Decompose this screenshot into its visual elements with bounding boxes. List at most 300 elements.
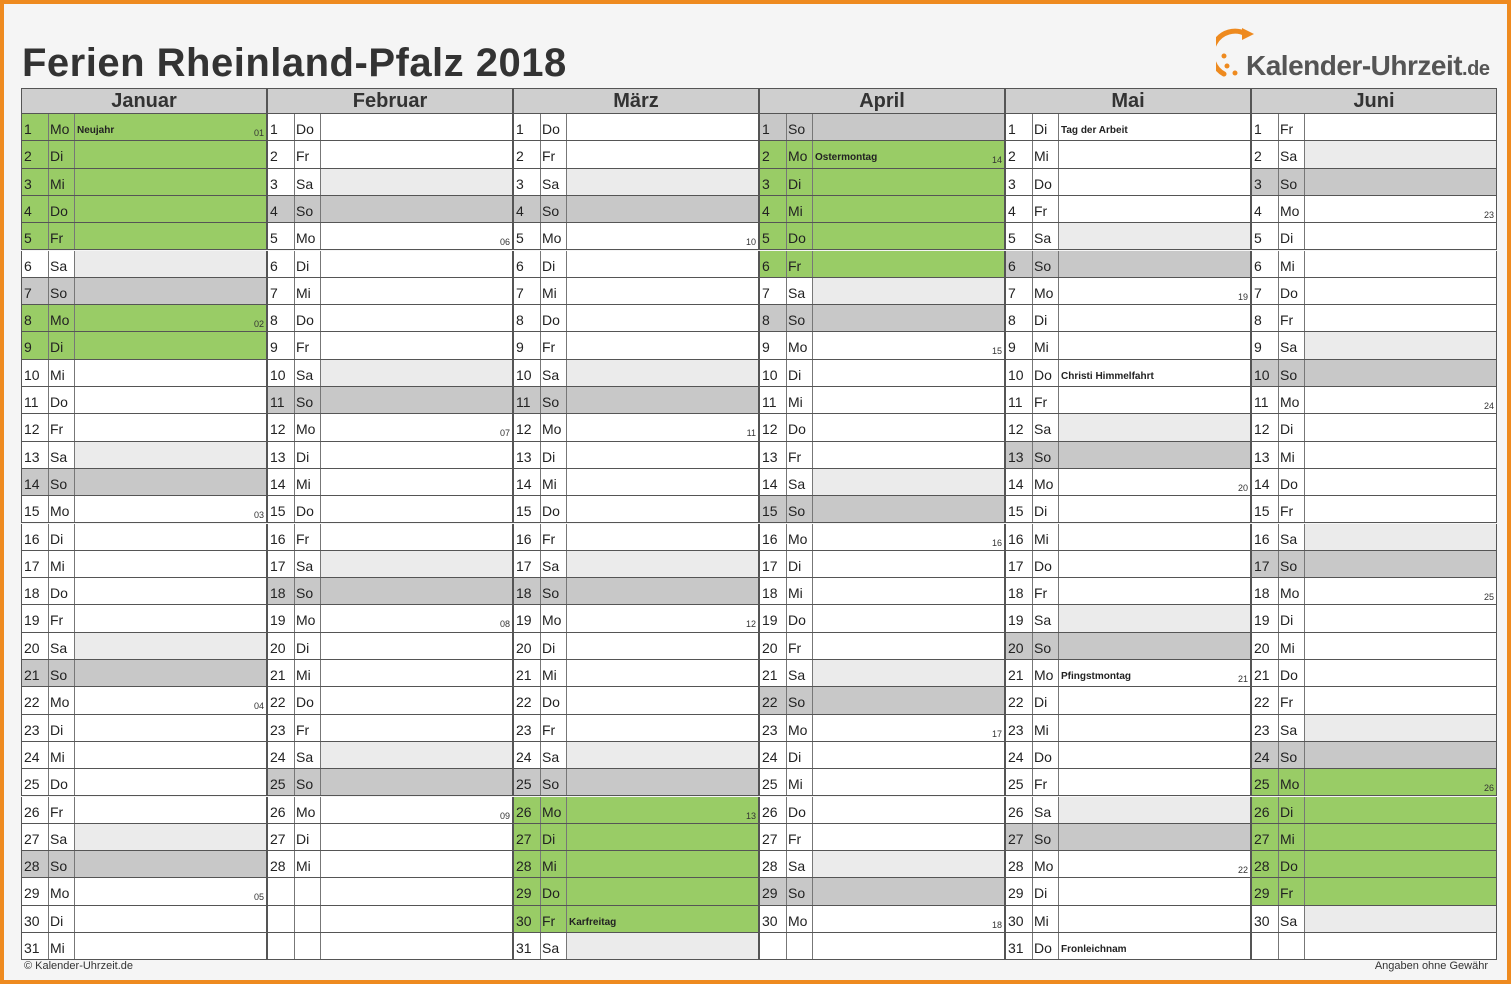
day-fill bbox=[321, 496, 512, 522]
column-divider bbox=[320, 906, 321, 932]
day-number: 30 bbox=[516, 912, 532, 929]
day-fill bbox=[321, 169, 512, 195]
day-fill bbox=[75, 551, 266, 577]
day-fill bbox=[75, 933, 266, 959]
day-number: 10 bbox=[762, 366, 778, 383]
week-number: 25 bbox=[1483, 592, 1494, 603]
day-row bbox=[759, 196, 1005, 223]
day-number: 19 bbox=[516, 612, 532, 629]
day-fill bbox=[321, 551, 512, 577]
day-fill bbox=[1305, 824, 1496, 850]
day-fill bbox=[1059, 305, 1250, 331]
day-row bbox=[1251, 251, 1497, 278]
column-divider bbox=[786, 332, 787, 358]
day-fill bbox=[1059, 278, 1250, 304]
column-divider bbox=[1278, 878, 1279, 904]
day-number: 13 bbox=[1008, 448, 1024, 465]
day-number: 7 bbox=[1254, 284, 1262, 301]
day-row bbox=[1251, 141, 1497, 168]
day-number: 25 bbox=[24, 776, 40, 793]
day-number: 25 bbox=[516, 776, 532, 793]
day-row bbox=[267, 524, 513, 551]
day-number: 21 bbox=[1008, 667, 1024, 683]
column-divider bbox=[1278, 633, 1279, 659]
day-row bbox=[1251, 305, 1497, 332]
column-divider bbox=[294, 387, 295, 413]
column-divider bbox=[540, 114, 541, 140]
day-row bbox=[21, 196, 267, 223]
day-number: 28 bbox=[270, 858, 286, 875]
day-number: 18 bbox=[762, 585, 778, 602]
day-fill bbox=[1059, 524, 1250, 550]
day-fill bbox=[1305, 442, 1496, 468]
weekday-label: Fr bbox=[788, 257, 802, 274]
day-row bbox=[759, 223, 1005, 250]
column-divider bbox=[48, 524, 49, 550]
column-divider bbox=[1278, 469, 1279, 495]
day-number: 9 bbox=[1008, 339, 1016, 356]
day-number: 18 bbox=[270, 585, 286, 602]
weekday-label: Mo bbox=[1280, 202, 1300, 219]
weekday-label: So bbox=[788, 503, 806, 520]
day-fill bbox=[1059, 169, 1250, 195]
day-number: 9 bbox=[516, 339, 524, 356]
day-fill bbox=[813, 605, 1004, 631]
day-row bbox=[1251, 660, 1497, 687]
column-divider bbox=[540, 551, 541, 577]
day-number: 5 bbox=[1254, 230, 1262, 247]
week-number: 24 bbox=[1483, 401, 1494, 411]
weekday-label: Do bbox=[50, 394, 68, 410]
day-fill bbox=[1305, 878, 1496, 904]
day-row bbox=[21, 387, 267, 414]
day-row bbox=[759, 524, 1005, 551]
column-divider bbox=[48, 906, 49, 932]
day-fill bbox=[75, 169, 266, 195]
weekday-label: Di bbox=[296, 639, 310, 656]
day-row bbox=[1005, 496, 1251, 523]
column-divider bbox=[786, 251, 787, 277]
day-number: 7 bbox=[1008, 284, 1016, 301]
column-divider bbox=[540, 578, 541, 604]
day-fill bbox=[567, 578, 758, 604]
day-row bbox=[267, 414, 513, 441]
day-row bbox=[759, 633, 1005, 660]
column-divider bbox=[1032, 305, 1033, 331]
weekday-label: Sa bbox=[788, 284, 806, 301]
day-row bbox=[21, 114, 267, 141]
day-number: 29 bbox=[24, 885, 40, 902]
column-divider bbox=[540, 332, 541, 358]
day-fill bbox=[321, 578, 512, 604]
day-number: 23 bbox=[762, 721, 778, 738]
weekday-label: Fr bbox=[1034, 394, 1048, 410]
day-number: 31 bbox=[24, 940, 40, 956]
day-row bbox=[267, 824, 513, 851]
day-row bbox=[21, 633, 267, 660]
column-divider bbox=[294, 742, 295, 768]
weekday-label: Sa bbox=[1280, 339, 1298, 356]
weekday-label: Sa bbox=[542, 748, 560, 765]
weekday-label: Mo bbox=[788, 912, 808, 929]
day-number: 12 bbox=[1254, 421, 1270, 438]
day-row bbox=[513, 141, 759, 168]
day-number: 25 bbox=[1254, 776, 1270, 793]
weekday-label: Di bbox=[788, 557, 802, 574]
day-row bbox=[267, 769, 513, 796]
day-number: 26 bbox=[270, 803, 286, 820]
column-divider bbox=[786, 169, 787, 195]
day-fill bbox=[1305, 278, 1496, 304]
day-row bbox=[1251, 715, 1497, 742]
day-number: 6 bbox=[1008, 257, 1016, 274]
column-divider bbox=[786, 633, 787, 659]
day-row bbox=[1005, 114, 1251, 141]
day-row bbox=[21, 906, 267, 933]
day-row bbox=[267, 223, 513, 250]
day-row bbox=[21, 469, 267, 496]
day-number: 27 bbox=[516, 830, 532, 847]
weekday-label: Do bbox=[296, 694, 314, 711]
day-row bbox=[759, 851, 1005, 878]
day-number: 3 bbox=[270, 175, 278, 192]
day-number: 23 bbox=[1254, 721, 1270, 738]
week-number: 26 bbox=[1483, 783, 1494, 794]
day-number: 21 bbox=[1254, 667, 1270, 683]
day-fill bbox=[75, 305, 266, 331]
weekday-label: Do bbox=[1034, 748, 1052, 765]
day-fill bbox=[813, 496, 1004, 522]
column-divider bbox=[1278, 169, 1279, 195]
column-divider bbox=[294, 633, 295, 659]
day-number: 20 bbox=[762, 639, 778, 656]
column-divider bbox=[786, 360, 787, 386]
column-divider bbox=[540, 851, 541, 877]
day-number: 14 bbox=[270, 475, 286, 492]
day-number: 13 bbox=[1254, 448, 1270, 465]
column-divider bbox=[786, 933, 787, 959]
day-row bbox=[267, 851, 513, 878]
weekday-label: Sa bbox=[542, 175, 560, 192]
weekday-label: Do bbox=[542, 694, 560, 711]
day-row bbox=[21, 687, 267, 714]
day-fill bbox=[813, 687, 1004, 713]
day-fill bbox=[567, 715, 758, 741]
day-fill bbox=[567, 687, 758, 713]
column-divider bbox=[540, 169, 541, 195]
column-divider bbox=[786, 824, 787, 850]
day-number: 27 bbox=[1008, 830, 1024, 847]
column-divider bbox=[540, 387, 541, 413]
day-number: 16 bbox=[24, 530, 40, 547]
week-number: 13 bbox=[745, 810, 756, 821]
day-row bbox=[21, 305, 267, 332]
day-row bbox=[759, 305, 1005, 332]
day-number: 22 bbox=[1254, 694, 1270, 711]
column-divider bbox=[1278, 496, 1279, 522]
column-divider bbox=[48, 660, 49, 686]
weekday-label: Di bbox=[50, 912, 64, 929]
weekday-label: Sa bbox=[1034, 230, 1052, 247]
day-fill bbox=[813, 633, 1004, 659]
day-row bbox=[759, 360, 1005, 387]
column-divider bbox=[294, 223, 295, 249]
day-fill bbox=[321, 251, 512, 277]
day-row bbox=[759, 251, 1005, 278]
weekday-label: Fr bbox=[1280, 694, 1294, 711]
day-fill bbox=[1305, 360, 1496, 386]
day-row bbox=[1005, 824, 1251, 851]
day-row bbox=[1005, 360, 1251, 387]
day-row bbox=[1005, 414, 1251, 441]
day-fill bbox=[567, 114, 758, 140]
day-row bbox=[267, 578, 513, 605]
day-row bbox=[267, 551, 513, 578]
weekday-label: Fr bbox=[296, 721, 310, 738]
day-fill bbox=[567, 660, 758, 686]
day-row bbox=[1251, 742, 1497, 769]
day-fill bbox=[813, 851, 1004, 877]
weekday-label: Sa bbox=[296, 748, 314, 765]
weekday-label: Di bbox=[1280, 230, 1294, 247]
weekday-label: So bbox=[1034, 639, 1052, 656]
weekday-label: Fr bbox=[296, 530, 310, 547]
weekday-label: Do bbox=[788, 612, 806, 629]
day-row bbox=[1251, 223, 1497, 250]
day-row bbox=[513, 496, 759, 523]
column-divider bbox=[786, 414, 787, 440]
weekday-label: Fr bbox=[296, 148, 310, 165]
column-divider bbox=[48, 360, 49, 386]
week-number: 12 bbox=[745, 619, 756, 630]
weekday-label: Mo bbox=[1034, 858, 1054, 875]
day-row bbox=[21, 278, 267, 305]
day-number: 4 bbox=[762, 202, 770, 219]
weekday-label: Fr bbox=[1280, 121, 1294, 137]
day-row bbox=[1005, 305, 1251, 332]
day-row bbox=[513, 114, 759, 141]
day-fill bbox=[813, 797, 1004, 823]
day-row bbox=[513, 878, 759, 905]
weekday-label: Di bbox=[542, 257, 556, 274]
column-divider bbox=[540, 769, 541, 795]
weekday-label: Do bbox=[50, 585, 68, 602]
day-number: 29 bbox=[1008, 885, 1024, 902]
day-number: 22 bbox=[1008, 694, 1024, 711]
day-number: 23 bbox=[516, 721, 532, 738]
month-header: Februar bbox=[267, 88, 513, 114]
column-divider bbox=[294, 605, 295, 631]
day-fill bbox=[321, 878, 512, 904]
day-number: 1 bbox=[270, 121, 278, 137]
day-fill bbox=[1059, 715, 1250, 741]
day-number: 30 bbox=[762, 912, 778, 929]
day-fill bbox=[1305, 578, 1496, 604]
day-number: 30 bbox=[1254, 912, 1270, 929]
day-row bbox=[267, 687, 513, 714]
day-number: 9 bbox=[762, 339, 770, 356]
day-number: 2 bbox=[1254, 148, 1262, 165]
day-row bbox=[1251, 496, 1497, 523]
weekday-label: Mo bbox=[1034, 284, 1054, 301]
day-row bbox=[513, 414, 759, 441]
day-row bbox=[513, 660, 759, 687]
column-divider bbox=[1032, 360, 1033, 386]
day-fill bbox=[1305, 742, 1496, 768]
week-number: 23 bbox=[1483, 209, 1494, 220]
day-row bbox=[759, 278, 1005, 305]
column-divider bbox=[294, 933, 295, 959]
column-divider bbox=[48, 196, 49, 222]
column-divider bbox=[294, 715, 295, 741]
day-number: 28 bbox=[24, 858, 40, 875]
column-divider bbox=[48, 278, 49, 304]
day-row bbox=[513, 933, 759, 960]
column-divider bbox=[540, 442, 541, 468]
logo-tld: .de bbox=[1462, 58, 1490, 80]
day-row bbox=[759, 551, 1005, 578]
day-row bbox=[513, 223, 759, 250]
day-row bbox=[513, 169, 759, 196]
day-fill bbox=[1305, 524, 1496, 550]
day-row bbox=[759, 824, 1005, 851]
column-divider bbox=[1032, 660, 1033, 686]
day-number: 11 bbox=[1008, 394, 1023, 410]
weekday-label: Di bbox=[788, 366, 802, 383]
column-divider bbox=[294, 769, 295, 795]
weekday-label: Mi bbox=[542, 858, 557, 875]
day-number: 26 bbox=[516, 803, 532, 820]
column-divider bbox=[1032, 605, 1033, 631]
column-divider bbox=[294, 305, 295, 331]
day-fill bbox=[813, 769, 1004, 795]
column-divider bbox=[48, 742, 49, 768]
column-divider bbox=[540, 715, 541, 741]
day-number: 1 bbox=[1254, 121, 1262, 137]
column-divider bbox=[1278, 524, 1279, 550]
column-divider bbox=[1032, 496, 1033, 522]
week-number: 18 bbox=[991, 919, 1002, 930]
weekday-label: Di bbox=[1280, 612, 1294, 629]
weekday-label: Mi bbox=[1034, 912, 1049, 929]
day-row bbox=[759, 114, 1005, 141]
weekday-label: Fr bbox=[1280, 885, 1294, 902]
day-fill bbox=[1305, 797, 1496, 823]
day-row bbox=[21, 933, 267, 960]
column-divider bbox=[294, 141, 295, 167]
column-divider bbox=[1032, 114, 1033, 140]
column-divider bbox=[1032, 524, 1033, 550]
column-divider bbox=[540, 414, 541, 440]
day-number: 4 bbox=[516, 202, 524, 219]
day-fill bbox=[1059, 797, 1250, 823]
day-fill bbox=[1059, 196, 1250, 222]
day-number: 11 bbox=[762, 394, 777, 410]
weekday-label: Fr bbox=[1034, 585, 1048, 602]
day-row bbox=[1005, 660, 1251, 687]
day-number: 1 bbox=[24, 121, 32, 137]
day-row bbox=[759, 496, 1005, 523]
weekday-label: So bbox=[542, 776, 560, 793]
day-row bbox=[1005, 851, 1251, 878]
weekday-label: Do bbox=[1280, 475, 1298, 492]
day-fill bbox=[1305, 605, 1496, 631]
day-fill bbox=[1059, 824, 1250, 850]
day-number: 9 bbox=[24, 339, 32, 356]
weekday-label: Fr bbox=[788, 639, 802, 656]
weekday-label: So bbox=[50, 667, 68, 683]
column-divider bbox=[48, 141, 49, 167]
day-row bbox=[759, 906, 1005, 933]
weekday-label: Mo bbox=[542, 230, 562, 247]
day-number: 17 bbox=[1254, 557, 1270, 574]
day-fill bbox=[75, 251, 266, 277]
day-fill bbox=[75, 687, 266, 713]
day-fill bbox=[567, 851, 758, 877]
column-divider bbox=[294, 878, 295, 904]
weekday-label: Mo bbox=[788, 148, 808, 165]
day-fill bbox=[1305, 305, 1496, 331]
column-divider bbox=[294, 360, 295, 386]
day-fill bbox=[1305, 332, 1496, 358]
column-divider bbox=[540, 305, 541, 331]
day-row bbox=[1005, 715, 1251, 742]
day-fill bbox=[321, 824, 512, 850]
month-column bbox=[513, 88, 759, 956]
weekday-label: Di bbox=[542, 448, 556, 465]
day-row bbox=[1251, 360, 1497, 387]
day-fill bbox=[813, 469, 1004, 495]
weekday-label: So bbox=[788, 694, 806, 711]
weekday-label: Do bbox=[296, 121, 314, 137]
day-number: 15 bbox=[516, 503, 532, 520]
day-number: 10 bbox=[516, 366, 532, 383]
day-number: 7 bbox=[516, 284, 524, 301]
weekday-label: Do bbox=[1280, 667, 1298, 683]
day-number: 30 bbox=[24, 912, 40, 929]
day-fill bbox=[1305, 660, 1496, 686]
week-number: 20 bbox=[1237, 482, 1248, 493]
holiday-label: Pfingstmontag bbox=[1061, 671, 1131, 682]
day-fill bbox=[1305, 851, 1496, 877]
weekday-label: Mi bbox=[296, 284, 311, 301]
day-row bbox=[267, 496, 513, 523]
weekday-label: Di bbox=[1034, 503, 1048, 520]
column-divider bbox=[540, 196, 541, 222]
day-row bbox=[267, 141, 513, 168]
weekday-label: Mi bbox=[1034, 339, 1049, 356]
day-fill bbox=[75, 660, 266, 686]
day-row bbox=[1251, 687, 1497, 714]
day-fill bbox=[1059, 332, 1250, 358]
column-divider bbox=[48, 769, 49, 795]
day-fill bbox=[75, 824, 266, 850]
day-number: 29 bbox=[762, 885, 778, 902]
holiday-label: Fronleichnam bbox=[1061, 944, 1127, 955]
day-row bbox=[21, 496, 267, 523]
day-fill bbox=[1059, 578, 1250, 604]
day-fill bbox=[1305, 496, 1496, 522]
column-divider bbox=[786, 551, 787, 577]
column-divider bbox=[294, 469, 295, 495]
weekday-label: Mi bbox=[296, 667, 311, 683]
day-fill bbox=[567, 360, 758, 386]
weekday-label: Di bbox=[296, 257, 310, 274]
weekday-label: Do bbox=[542, 121, 560, 137]
day-fill bbox=[813, 360, 1004, 386]
day-row bbox=[21, 797, 267, 824]
day-fill bbox=[567, 633, 758, 659]
